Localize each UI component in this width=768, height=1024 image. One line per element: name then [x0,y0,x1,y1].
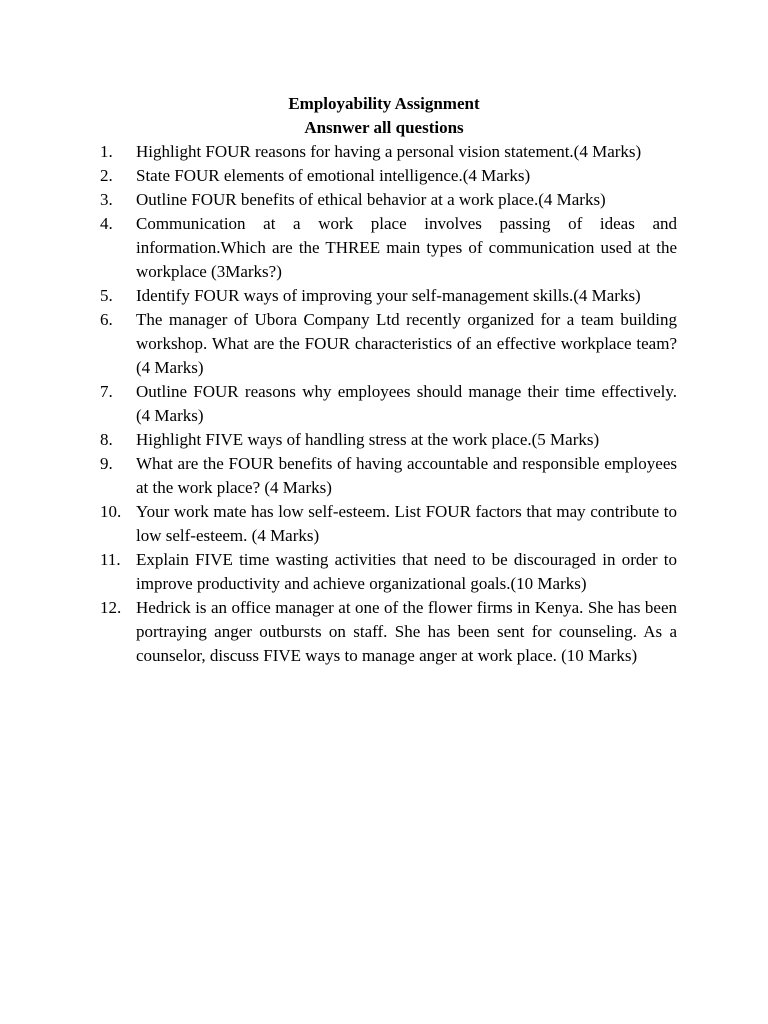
question-item [100,188,677,212]
question-item [100,500,677,548]
question-text: The manager of Ubora Company Ltd recently organized for a team building workshop. What are the FOUR characteristics of an effective workplace team?(4 Marks) [136,310,677,377]
question-text: What are the FOUR benefits of having accountable and responsible employees at the work place? (4 Marks) [136,454,677,497]
question-text: Communication at a work place involves passing of ideas and information.Which are the THREE main types of communication used at the workplace (3Marks?) [136,214,677,281]
question-text: Explain FIVE time wasting activities that need to be discouraged in order to improve productivity and achieve organizational goals.(10 Marks) [136,550,677,593]
question-number: 4. [100,214,113,233]
question-item [100,380,677,428]
question-number: 9. [100,454,113,473]
question-item [100,164,677,188]
question-text: State FOUR elements of emotional intelligence.(4 Marks) [136,166,531,185]
document-title: Employability Assignment [288,94,480,113]
question-number: 12. [100,598,122,617]
question-item [100,452,677,500]
question-number: 3. [100,190,113,209]
question-item [100,212,677,284]
question-number: 6. [100,310,113,329]
question-text: Identify FOUR ways of improving your self-management skills.(4 Marks) [136,286,641,305]
question-number: 1. [100,142,113,161]
question-item [100,140,677,164]
question-list [100,140,677,668]
question-text: Outline FOUR reasons why employees should manage their time effectively. (4 Marks) [136,382,677,425]
title-block [0,92,768,140]
question-item [100,596,677,668]
question-text: Your work mate has low self-esteem. List FOUR factors that may contribute to low self-esteem. (4 Marks) [136,502,677,545]
question-text: Highlight FIVE ways of handling stress at the work place.(5 Marks) [136,430,600,449]
document-subtitle: Ansnwer all questions [304,118,464,137]
question-text: Hedrick is an office manager at one of the flower firms in Kenya. She has been portraying anger outbursts on staff. She has been sent for counseling. As a counselor, discuss FIVE ways to manage anger at work place. (10 Marks) [136,598,677,665]
question-item [100,308,677,380]
question-text: Highlight FOUR reasons for having a personal vision statement.(4 Marks) [136,142,642,161]
question-item [100,548,677,596]
question-number: 5. [100,286,113,305]
question-number: 11. [100,550,121,569]
question-text: Outline FOUR benefits of ethical behavior at a work place.(4 Marks) [136,190,606,209]
question-number: 10. [100,502,122,521]
question-number: 8. [100,430,113,449]
question-item [100,284,677,308]
question-number: 7. [100,382,113,401]
question-item [100,428,677,452]
question-number: 2. [100,166,113,185]
